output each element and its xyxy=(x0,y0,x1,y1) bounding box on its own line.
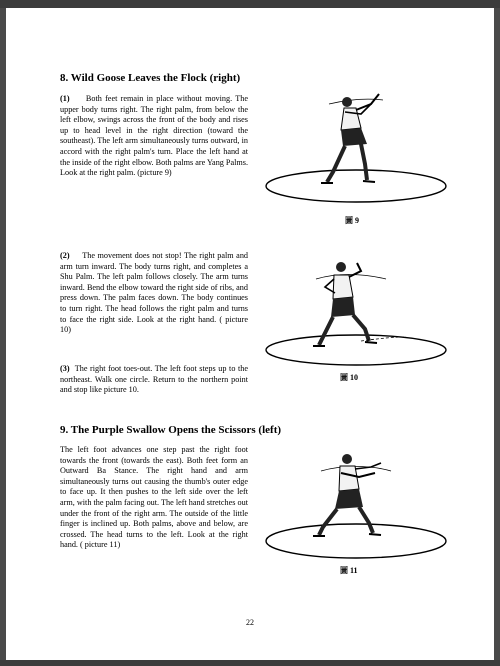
paragraph-9-1 xyxy=(60,445,248,551)
figure-caption-9: 圖 9 xyxy=(345,216,359,225)
figure-caption-10: 圖 10 xyxy=(340,373,358,382)
figure-caption-11: 圖 11 xyxy=(340,566,358,575)
page-number: 22 xyxy=(246,618,254,627)
viewer-bottom-bar xyxy=(0,660,500,666)
section-heading-8: 8. Wild Goose Leaves the Flock (right) xyxy=(60,72,241,84)
paragraph-number: (3) xyxy=(60,364,70,373)
paragraph-text: The right foot toes-out. The left foot steps up to the northeast. Walk one circle. Return to the northern point and stop like picture 10. xyxy=(60,364,248,395)
paragraph-text: The movement does not stop! The right palm and arm turn inward. The body turns right, and completes a Shu Palm. The left palm follows closely. The arm turns inward. Bend the elbow toward the right side of ribs, and press down. The palm faces down. The body continues to turn right. The head follows the right palm and turns to face the right side. Look at the right hand. ( picture 10) xyxy=(60,251,249,335)
paragraph-8-1 xyxy=(60,94,248,179)
paragraph-number: (1) xyxy=(60,94,70,103)
viewer-top-bar xyxy=(0,0,500,8)
figure-rising-palm-icon xyxy=(261,82,451,212)
paragraph-8-2 xyxy=(60,251,248,336)
paragraph-8-3 xyxy=(60,364,248,396)
document-page xyxy=(6,8,494,660)
paragraph-text: Both feet remain in place without moving. The upper body turns right. The right palm, from below the left elbow, swings across the front of the body and rises up to head level in the right direction (toward the southeast). The left arm simultaneously turns outward, in accord with the right palm's turn. Place the left hand at the inside of the right elbow. Both palms are Yang Palms. Look at the right palm. (picture 9) xyxy=(60,94,248,178)
figure-shu-palm-icon xyxy=(261,257,451,375)
paragraph-text: The left foot advances one step past the right foot towards the front (towards the east). Both feet form an Outward Ba Stance. The right hand and arm simultaneously turns out causing the thumb's outer edge to face up. It then pushes to the left side over the left arm, with the palm facing out. The left hand stretches out under the front of the right arm. The outside of the little finger is inclined up. Both palms, above and below, are crossed. The head turns to the left. Look at the right hand. ( picture 11) xyxy=(60,445,248,550)
section-heading-9: 9. The Purple Swallow Opens the Scissors (left) xyxy=(60,424,282,436)
paragraph-number: (2) xyxy=(60,251,70,260)
figure-scissors-icon xyxy=(261,445,451,565)
